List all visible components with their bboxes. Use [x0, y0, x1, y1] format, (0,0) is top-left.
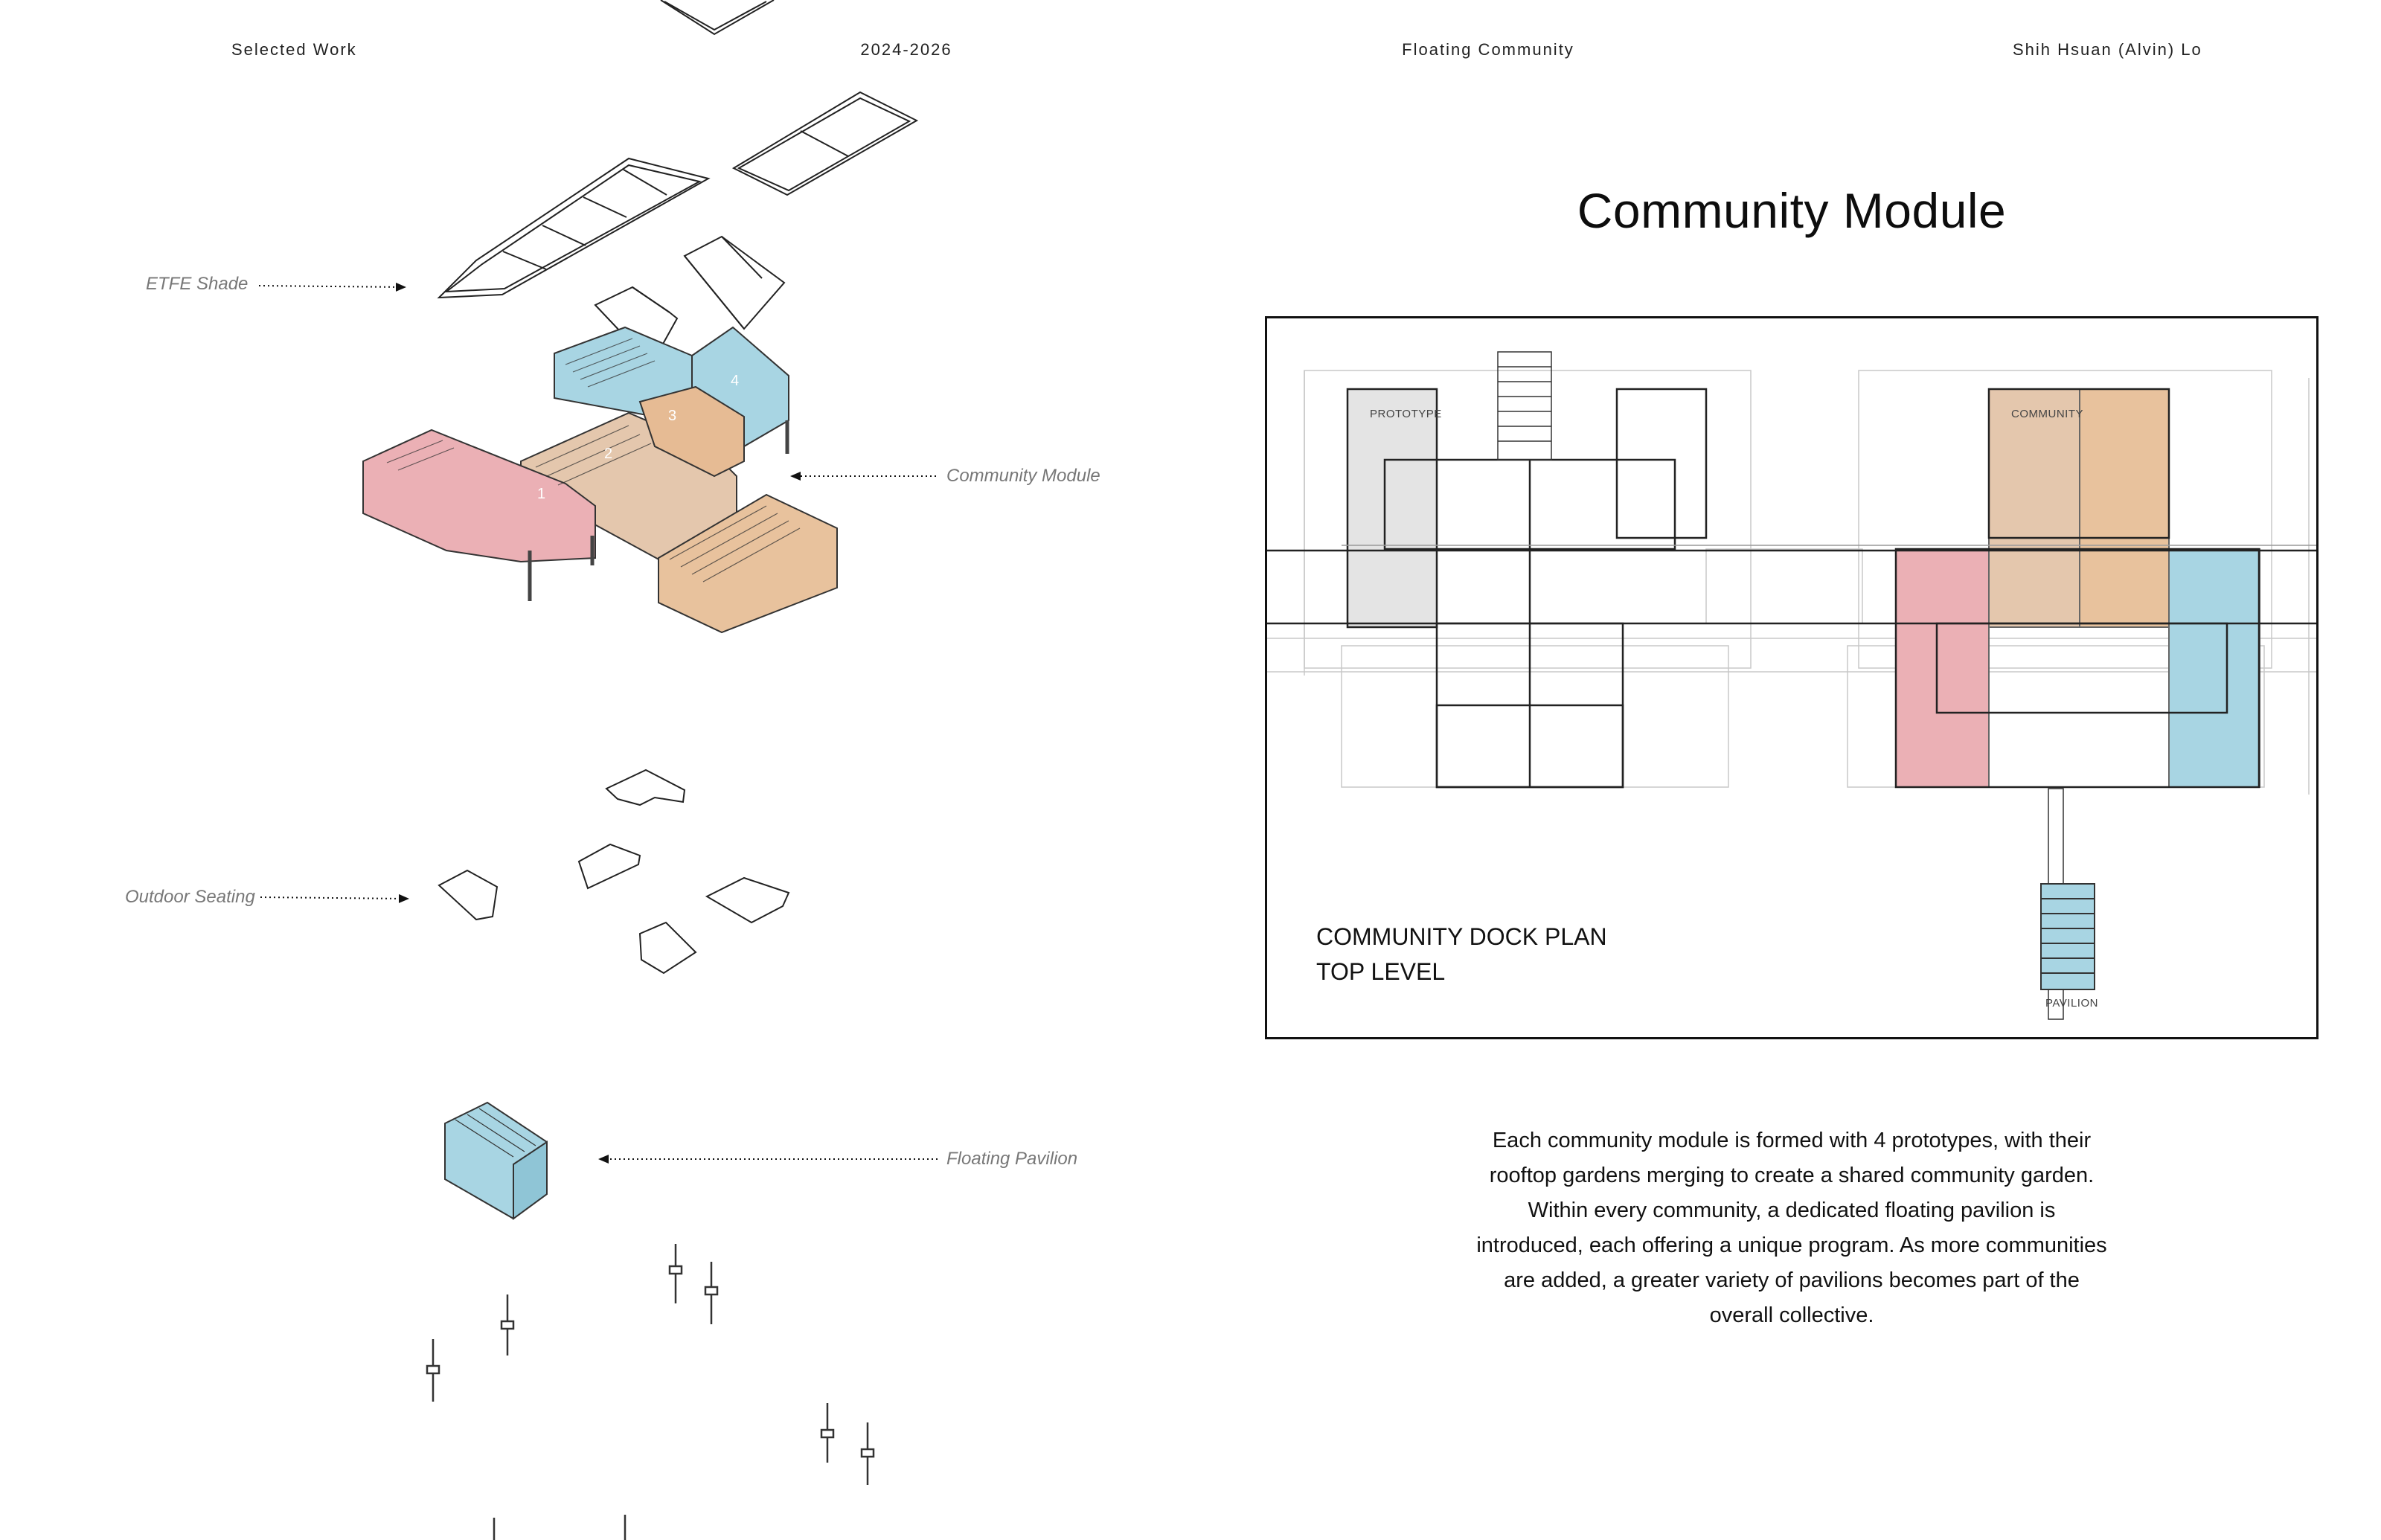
callout-outdoor-seating: Outdoor Seating — [125, 887, 255, 907]
grey-prototype-zone — [1347, 389, 1437, 627]
header-years: 2024-2026 — [860, 40, 952, 59]
header-project-name: Floating Community — [1402, 40, 1574, 59]
module-number: 3 — [668, 408, 677, 424]
etfe-shade-strip — [439, 158, 708, 298]
module-number: 1 — [537, 486, 546, 502]
orange-prototype-zone — [2080, 389, 2169, 627]
plan-label-pavilion: PAVILION — [2045, 997, 2098, 1010]
exploded-axonometric-diagram — [0, 0, 1190, 1540]
floating-foundation-posts — [427, 1244, 874, 1540]
callout-community-module: Community Module — [946, 466, 1100, 486]
etfe-shade-pair — [734, 92, 917, 195]
plan-caption-line-2: TOP LEVEL — [1316, 958, 1446, 985]
plan-caption-line-1: COMMUNITY DOCK PLAN — [1316, 923, 1607, 950]
community-dock-plan — [1265, 316, 2318, 1039]
plan-caption — [1316, 920, 1607, 989]
plan-label-prototype: PROTOTYPE — [1370, 408, 1442, 420]
header-author: Shih Hsuan (Alvin) Lo — [2013, 40, 2202, 59]
header-section-label: Selected Work — [231, 40, 357, 59]
blue-prototype-zone — [2169, 549, 2260, 787]
module-number: 2 — [604, 446, 613, 462]
floating-pavilion-model — [445, 1103, 547, 1219]
outdoor-seating-pieces — [439, 770, 789, 973]
page-title: Community Module — [1577, 183, 2007, 238]
etfe-shade-folded-right — [685, 237, 784, 329]
tan-prototype-zone — [1989, 389, 2080, 627]
plan-label-community: COMMUNITY — [2011, 408, 2083, 420]
callout-etfe-shade: ETFE Shade — [146, 274, 249, 294]
module-number: 4 — [731, 373, 740, 389]
community-module-blocks — [363, 327, 837, 632]
roof-panel-top — [661, 0, 774, 34]
callout-floating-pavilion: Floating Pavilion — [946, 1149, 1078, 1169]
description-paragraph: Each community module is formed with 4 prototypes, with their rooftop gardens merging to create a shared community garden. Within every community, a dedicated floating pavilion is introduced, each offering a unique program. As more communities are added, a greater variety of pavilions becomes part of the overall collective. — [1476, 1129, 2107, 1327]
red-prototype-zone — [1896, 549, 1989, 787]
